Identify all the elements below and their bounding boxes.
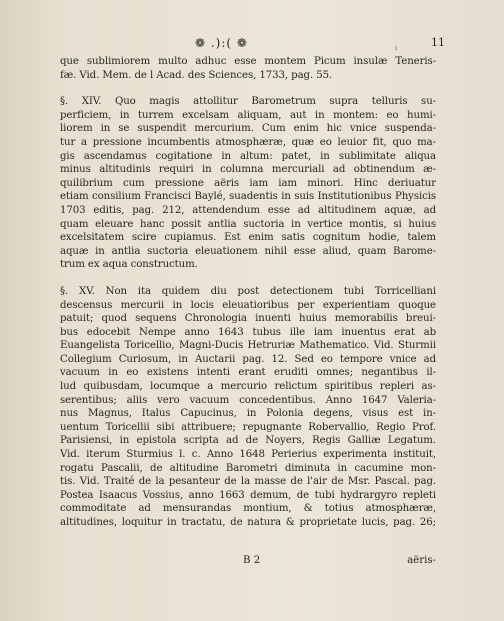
text-line: descensus mercurii in locis eleuatioribus per experientiam quoque — [60, 299, 436, 311]
catchword: aëris- — [407, 555, 436, 566]
text-line: Parisiensi, in epistola scripta ad de Noyers, Regis Galliæ Legatum. — [60, 435, 436, 447]
text-line: minus altitudinis requiri in columna mercuriali ad obtinendum æ- — [60, 164, 436, 176]
text-line: 1703 editis, pag. 212, attendendum esse ad altitudinem aquæ, ad — [60, 204, 436, 216]
text-line: liorem in se suspendit mercurium. Cum enim hic vnice suspenda- — [60, 123, 436, 135]
text-line: altitudines, loquitur in tractatu, de natura & proprietate lucis, pag. 26; — [60, 517, 436, 528]
page-number: 11 — [431, 36, 445, 49]
signature-mark: B 2 — [243, 555, 261, 566]
paragraph-gap — [60, 272, 436, 285]
corner-mark: ı — [395, 44, 398, 52]
text-line: nus Magnus, Italus Capucinus, in Polonia degens, visus est in- — [60, 408, 436, 420]
text-line: bus edocebit Nempe anno 1643 tubus ille iam inuentus erat ab — [60, 326, 436, 338]
text-line: tis. Vid. Traité de la pesanteur de la masse de l'air de Msr. Pascal. pag. — [60, 476, 436, 488]
text-line: perficiem, in turrem excelsam aliquam, aut in montem: eo humi- — [60, 109, 436, 121]
text-line: uentum Toricellii sibi attribuere; repugnante Robervallio, Regio Prof. — [60, 421, 436, 433]
text-line: Collegium Curiosum, in Auctarii pag. 12. Sed eo tempore vnice ad — [60, 353, 436, 365]
paragraph-gap — [60, 82, 436, 95]
text-line: Euangelista Toricellio, Magni-Ducis Hetruriæ Mathematico. Vid. Sturmii — [60, 340, 436, 352]
text-line: fæ. Vid. Mem. de l Acad. des Sciences, 1733, pag. 55. — [60, 69, 333, 81]
text-line: quilibrium cum pressione aëris iam iam minori. Hinc deriuatur — [60, 177, 436, 189]
text-line: Postea Isaacus Vossius, anno 1663 demum, de tubi hydrargyro repleti — [60, 489, 436, 501]
header-ornament: ❁ .):( ❁ — [195, 36, 248, 50]
page-header — [0, 34, 504, 54]
page-footer — [60, 555, 436, 569]
text-line: gis ascendamus cogitatione in altum: patet, in sublimitate aliqua — [60, 150, 436, 162]
text-line: serentibus; aliis vero vacuum concedentibus. Anno 1647 Valeria- — [60, 394, 436, 406]
text-line: Vid. iterum Sturmius l. c. Anno 1648 Perierius experimenta instituit, — [60, 449, 436, 461]
text-line: patuit; quod sequens Chronologia inuenti huius memorabilis breui- — [60, 313, 436, 325]
text-line: vacuum in eo existens intenti erant eruditi omnes; negantibus il- — [60, 367, 436, 379]
text-line: commoditate ad mensurandas montium, & totius atmosphæræ, — [60, 503, 436, 515]
text-line: etiam consilium Francisci Baylé, suadentis in suis Institutionibus Physicis — [60, 191, 436, 203]
text-line: tur a pressione incumbentis atmosphæræ, quæ eo leuior fit, quo ma- — [60, 136, 436, 148]
text-line: quam eleuare hanc possit antlia suctoria in vertice montis, si huius — [60, 218, 436, 230]
text-line: §. XV. Non ita quidem diu post detectionem tubi Torricelliani — [60, 285, 436, 297]
body-text — [60, 55, 436, 530]
text-line: aquæ in antlia suctoria eleuationem nihil esse aliud, quam Barome- — [60, 245, 436, 257]
text-line: §. XIV. Quo magis attollitur Barometrum supra telluris su- — [60, 96, 436, 108]
text-line: trum ex aqua constructum. — [60, 259, 198, 271]
text-line: lud quibusdam, locumque a mercurio relictum spiritibus repleri as- — [60, 381, 436, 393]
text-line: rogatu Pascalii, de altitudine Barometri diminuta in cacumine mon- — [60, 462, 436, 474]
text-line: excelsitatem scire cupiamus. Est enim satis cognitum hodie, talem — [60, 232, 436, 244]
text-line: que sublimiorem multo adhuc esse montem Picum insulæ Teneris- — [60, 56, 436, 67]
